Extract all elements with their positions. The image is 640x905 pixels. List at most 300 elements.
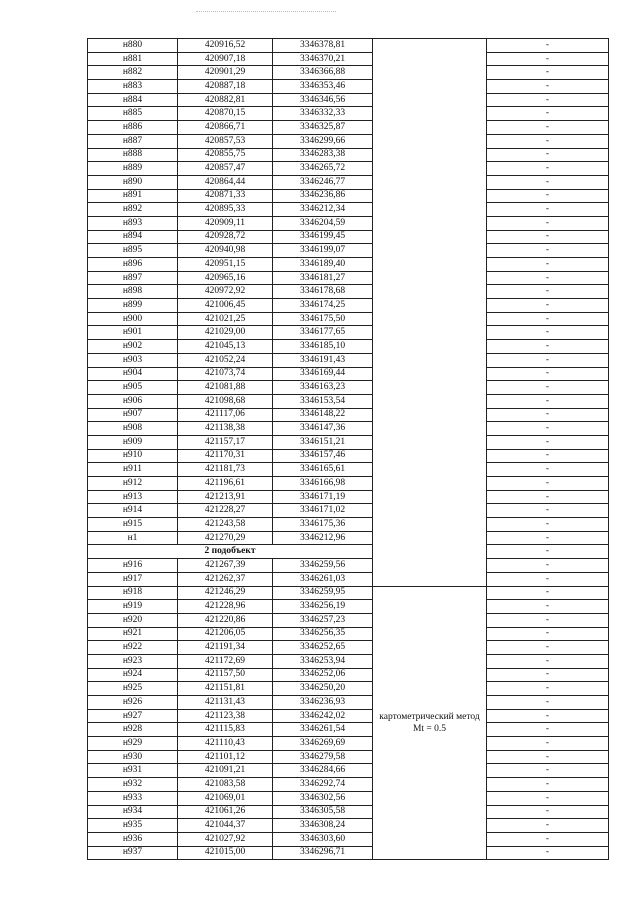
section-header: 2 подобъект (88, 545, 373, 559)
y-coordinate-cell: 3346296,71 (273, 846, 373, 860)
y-coordinate-cell: 3346212,34 (273, 203, 373, 217)
table-row (88, 435, 609, 449)
table-row (88, 381, 609, 395)
point-name-cell: н931 (88, 764, 178, 778)
x-coordinate-cell: 421138,38 (178, 422, 273, 436)
accuracy-dash-cell: - (487, 791, 609, 805)
table-row (88, 312, 609, 326)
x-coordinate-cell: 421029,00 (178, 326, 273, 340)
point-name-cell: н934 (88, 805, 178, 819)
y-coordinate-cell: 3346252,06 (273, 668, 373, 682)
accuracy-dash-cell: - (487, 189, 609, 203)
y-coordinate-cell: 3346257,23 (273, 613, 373, 627)
table-row (88, 121, 609, 135)
accuracy-dash-cell: - (487, 175, 609, 189)
x-coordinate-cell: 420871,33 (178, 189, 273, 203)
point-name-cell: н920 (88, 613, 178, 627)
point-name-cell: н895 (88, 244, 178, 258)
accuracy-dash-cell: - (487, 737, 609, 751)
x-coordinate-cell: 421098,68 (178, 394, 273, 408)
table-row (88, 66, 609, 80)
table-row (88, 340, 609, 354)
x-coordinate-cell: 420901,29 (178, 66, 273, 80)
table-row (88, 668, 609, 682)
point-name-cell: н910 (88, 449, 178, 463)
point-name-cell: н935 (88, 819, 178, 833)
table-row (88, 723, 609, 737)
table-row (88, 39, 609, 53)
table-row (88, 805, 609, 819)
point-name-cell: н891 (88, 189, 178, 203)
y-coordinate-cell: 3346199,45 (273, 230, 373, 244)
x-coordinate-cell: 421083,58 (178, 778, 273, 792)
y-coordinate-cell: 3346246,77 (273, 175, 373, 189)
scan-artifact-line (196, 11, 336, 12)
accuracy-dash-cell: - (487, 586, 609, 600)
point-name-cell: н913 (88, 490, 178, 504)
accuracy-dash-cell: - (487, 271, 609, 285)
table-row (88, 80, 609, 94)
point-name-cell: н881 (88, 52, 178, 66)
x-coordinate-cell: 420887,18 (178, 80, 273, 94)
table-row (88, 230, 609, 244)
accuracy-dash-cell: - (487, 312, 609, 326)
x-coordinate-cell: 421044,37 (178, 819, 273, 833)
x-coordinate-cell: 421021,25 (178, 312, 273, 326)
table-row (88, 203, 609, 217)
x-coordinate-cell: 420855,75 (178, 148, 273, 162)
point-name-cell: н896 (88, 258, 178, 272)
table-row (88, 778, 609, 792)
y-coordinate-cell: 3346299,66 (273, 134, 373, 148)
point-name-cell: н890 (88, 175, 178, 189)
accuracy-dash-cell: - (487, 285, 609, 299)
accuracy-dash-cell: - (487, 52, 609, 66)
point-name-cell: н900 (88, 312, 178, 326)
point-name-cell: н924 (88, 668, 178, 682)
accuracy-dash-cell: - (487, 682, 609, 696)
y-coordinate-cell: 3346279,58 (273, 750, 373, 764)
accuracy-dash-cell: - (487, 572, 609, 586)
y-coordinate-cell: 3346178,68 (273, 285, 373, 299)
accuracy-dash-cell: - (487, 162, 609, 176)
point-name-cell: н887 (88, 134, 178, 148)
x-coordinate-cell: 420857,53 (178, 134, 273, 148)
table-row (88, 572, 609, 586)
accuracy-dash-cell: - (487, 216, 609, 230)
point-name-cell: н889 (88, 162, 178, 176)
y-coordinate-cell: 3346204,59 (273, 216, 373, 230)
x-coordinate-cell: 421246,29 (178, 586, 273, 600)
table-row (88, 353, 609, 367)
point-name-cell: н893 (88, 216, 178, 230)
y-coordinate-cell: 3346177,65 (273, 326, 373, 340)
accuracy-dash-cell: - (487, 654, 609, 668)
x-coordinate-cell: 420882,81 (178, 93, 273, 107)
point-name-cell: н917 (88, 572, 178, 586)
x-coordinate-cell: 421131,43 (178, 696, 273, 710)
x-coordinate-cell: 421243,58 (178, 518, 273, 532)
y-coordinate-cell: 3346171,02 (273, 504, 373, 518)
y-coordinate-cell: 3346366,88 (273, 66, 373, 80)
x-coordinate-cell: 421191,34 (178, 641, 273, 655)
y-coordinate-cell: 3346261,54 (273, 723, 373, 737)
accuracy-dash-cell: - (487, 846, 609, 860)
table-row (88, 737, 609, 751)
x-coordinate-cell: 421267,39 (178, 559, 273, 573)
method-cell-top (373, 39, 487, 587)
point-name-cell: н898 (88, 285, 178, 299)
point-name-cell: н928 (88, 723, 178, 737)
y-coordinate-cell: 3346370,21 (273, 52, 373, 66)
y-coordinate-cell: 3346169,44 (273, 367, 373, 381)
table-row (88, 791, 609, 805)
accuracy-dash-cell: - (487, 80, 609, 94)
x-coordinate-cell: 421206,05 (178, 627, 273, 641)
y-coordinate-cell: 3346332,33 (273, 107, 373, 121)
table-row (88, 832, 609, 846)
table-row (88, 175, 609, 189)
point-name-cell: н921 (88, 627, 178, 641)
point-name-cell: н885 (88, 107, 178, 121)
x-coordinate-cell: 421069,01 (178, 791, 273, 805)
table-row (88, 846, 609, 860)
table-row (88, 408, 609, 422)
x-coordinate-cell: 420866,71 (178, 121, 273, 135)
point-name-cell: н892 (88, 203, 178, 217)
y-coordinate-cell: 3346261,03 (273, 572, 373, 586)
x-coordinate-cell: 421172,69 (178, 654, 273, 668)
accuracy-dash-cell: - (487, 477, 609, 491)
x-coordinate-cell: 420916,52 (178, 39, 273, 53)
accuracy-dash-cell: - (487, 244, 609, 258)
y-coordinate-cell: 3346256,35 (273, 627, 373, 641)
accuracy-dash-cell: - (487, 531, 609, 545)
table-row (88, 244, 609, 258)
table-row (88, 696, 609, 710)
y-coordinate-cell: 3346252,65 (273, 641, 373, 655)
accuracy-dash-cell: - (487, 696, 609, 710)
y-coordinate-cell: 3346259,56 (273, 559, 373, 573)
y-coordinate-cell: 3346308,24 (273, 819, 373, 833)
x-coordinate-cell: 421015,00 (178, 846, 273, 860)
table-row (88, 559, 609, 573)
x-coordinate-cell: 420864,44 (178, 175, 273, 189)
y-coordinate-cell: 3346185,10 (273, 340, 373, 354)
method-description: картометрический метод Mt = 0.5 (373, 586, 487, 860)
y-coordinate-cell: 3346242,02 (273, 709, 373, 723)
point-name-cell: н882 (88, 66, 178, 80)
accuracy-dash-cell: - (487, 463, 609, 477)
y-coordinate-cell: 3346292,74 (273, 778, 373, 792)
x-coordinate-cell: 421061,26 (178, 805, 273, 819)
table-row (88, 422, 609, 436)
point-name-cell: н916 (88, 559, 178, 573)
x-coordinate-cell: 421045,13 (178, 340, 273, 354)
y-coordinate-cell: 3346236,86 (273, 189, 373, 203)
x-coordinate-cell: 421101,12 (178, 750, 273, 764)
accuracy-dash-cell: - (487, 627, 609, 641)
point-name-cell: н923 (88, 654, 178, 668)
table-row (88, 518, 609, 532)
point-name-cell: н880 (88, 39, 178, 53)
point-name-cell: н884 (88, 93, 178, 107)
point-name-cell: н907 (88, 408, 178, 422)
point-name-cell: н919 (88, 600, 178, 614)
point-name-cell: н922 (88, 641, 178, 655)
accuracy-dash-cell: - (487, 93, 609, 107)
y-coordinate-cell: 3346265,72 (273, 162, 373, 176)
y-coordinate-cell: 3346212,96 (273, 531, 373, 545)
accuracy-dash-cell: - (487, 340, 609, 354)
point-name-cell: н911 (88, 463, 178, 477)
point-name-cell: н904 (88, 367, 178, 381)
point-name-cell: н914 (88, 504, 178, 518)
y-coordinate-cell: 3346174,25 (273, 299, 373, 313)
x-coordinate-cell: 420940,98 (178, 244, 273, 258)
table-row (88, 709, 609, 723)
accuracy-dash-cell: - (487, 449, 609, 463)
x-coordinate-cell: 420909,11 (178, 216, 273, 230)
y-coordinate-cell: 3346189,40 (273, 258, 373, 272)
accuracy-dash-cell: - (487, 490, 609, 504)
coordinates-table-body (88, 39, 609, 860)
point-name-cell: н883 (88, 80, 178, 94)
point-name-cell: н927 (88, 709, 178, 723)
x-coordinate-cell: 421196,61 (178, 477, 273, 491)
table-row (88, 367, 609, 381)
table-row (88, 627, 609, 641)
x-coordinate-cell: 420928,72 (178, 230, 273, 244)
table-row (88, 271, 609, 285)
y-coordinate-cell: 3346346,56 (273, 93, 373, 107)
accuracy-dash-cell: - (487, 723, 609, 737)
accuracy-dash-cell: - (487, 353, 609, 367)
table-row (88, 107, 609, 121)
y-coordinate-cell: 3346165,61 (273, 463, 373, 477)
accuracy-dash-cell: - (487, 641, 609, 655)
point-name-cell: н936 (88, 832, 178, 846)
accuracy-dash-cell: - (487, 66, 609, 80)
table-row (88, 600, 609, 614)
point-name-cell: н926 (88, 696, 178, 710)
accuracy-dash-cell: - (487, 613, 609, 627)
table-row (88, 463, 609, 477)
y-coordinate-cell: 3346191,43 (273, 353, 373, 367)
x-coordinate-cell: 421170,31 (178, 449, 273, 463)
table-row (88, 641, 609, 655)
y-coordinate-cell: 3346303,60 (273, 832, 373, 846)
x-coordinate-cell: 421115,83 (178, 723, 273, 737)
accuracy-dash-cell: - (487, 668, 609, 682)
x-coordinate-cell: 421081,88 (178, 381, 273, 395)
section-header-row (88, 545, 609, 559)
table-row (88, 531, 609, 545)
x-coordinate-cell: 421091,21 (178, 764, 273, 778)
y-coordinate-cell: 3346353,46 (273, 80, 373, 94)
point-name-cell: н932 (88, 778, 178, 792)
accuracy-dash-cell: - (487, 832, 609, 846)
accuracy-dash-cell: - (487, 559, 609, 573)
x-coordinate-cell: 421151,81 (178, 682, 273, 696)
y-coordinate-cell: 3346151,21 (273, 435, 373, 449)
table-row (88, 258, 609, 272)
point-name-cell: н937 (88, 846, 178, 860)
y-coordinate-cell: 3346256,19 (273, 600, 373, 614)
accuracy-dash-cell: - (487, 258, 609, 272)
accuracy-dash-cell: - (487, 778, 609, 792)
y-coordinate-cell: 3346283,38 (273, 148, 373, 162)
accuracy-dash-cell: - (487, 394, 609, 408)
accuracy-dash-cell: - (487, 504, 609, 518)
x-coordinate-cell: 421117,06 (178, 408, 273, 422)
point-name-cell: н915 (88, 518, 178, 532)
point-name-cell: н901 (88, 326, 178, 340)
point-name-cell: н905 (88, 381, 178, 395)
table-row (88, 490, 609, 504)
x-coordinate-cell: 420857,47 (178, 162, 273, 176)
table-row (88, 299, 609, 313)
accuracy-dash-cell: - (487, 422, 609, 436)
y-coordinate-cell: 3346302,56 (273, 791, 373, 805)
accuracy-dash-cell: - (487, 805, 609, 819)
y-coordinate-cell: 3346325,87 (273, 121, 373, 135)
accuracy-dash-cell: - (487, 299, 609, 313)
table-row (88, 682, 609, 696)
accuracy-dash-cell: - (487, 203, 609, 217)
y-coordinate-cell: 3346284,66 (273, 764, 373, 778)
table-row (88, 326, 609, 340)
table-row (88, 449, 609, 463)
x-coordinate-cell: 421181,73 (178, 463, 273, 477)
point-name-cell: н918 (88, 586, 178, 600)
accuracy-dash-cell: - (487, 545, 609, 559)
y-coordinate-cell: 3346175,50 (273, 312, 373, 326)
accuracy-dash-cell: - (487, 148, 609, 162)
accuracy-dash-cell: - (487, 764, 609, 778)
table-row (88, 189, 609, 203)
y-coordinate-cell: 3346253,94 (273, 654, 373, 668)
y-coordinate-cell: 3346305,58 (273, 805, 373, 819)
table-row (88, 654, 609, 668)
y-coordinate-cell: 3346147,36 (273, 422, 373, 436)
y-coordinate-cell: 3346157,46 (273, 449, 373, 463)
x-coordinate-cell: 421157,50 (178, 668, 273, 682)
table-row (88, 162, 609, 176)
y-coordinate-cell: 3346250,20 (273, 682, 373, 696)
accuracy-dash-cell: - (487, 600, 609, 614)
point-name-cell: н1 (88, 531, 178, 545)
y-coordinate-cell: 3346181,27 (273, 271, 373, 285)
x-coordinate-cell: 421157,17 (178, 435, 273, 449)
accuracy-dash-cell: - (487, 326, 609, 340)
accuracy-dash-cell: - (487, 367, 609, 381)
point-name-cell: н899 (88, 299, 178, 313)
table-row (88, 134, 609, 148)
y-coordinate-cell: 3346269,69 (273, 737, 373, 751)
y-coordinate-cell: 3346148,22 (273, 408, 373, 422)
point-name-cell: н888 (88, 148, 178, 162)
x-coordinate-cell: 421052,24 (178, 353, 273, 367)
y-coordinate-cell: 3346236,93 (273, 696, 373, 710)
accuracy-dash-cell: - (487, 381, 609, 395)
point-name-cell: н897 (88, 271, 178, 285)
table-row (88, 750, 609, 764)
x-coordinate-cell: 421228,27 (178, 504, 273, 518)
table-row (88, 613, 609, 627)
point-name-cell: н933 (88, 791, 178, 805)
y-coordinate-cell: 3346171,19 (273, 490, 373, 504)
table-row (88, 819, 609, 833)
x-coordinate-cell: 420951,15 (178, 258, 273, 272)
point-name-cell: н886 (88, 121, 178, 135)
point-name-cell: н929 (88, 737, 178, 751)
accuracy-dash-cell: - (487, 750, 609, 764)
point-name-cell: н925 (88, 682, 178, 696)
table-row (88, 586, 609, 600)
table-row (88, 764, 609, 778)
point-name-cell: н903 (88, 353, 178, 367)
table-row (88, 504, 609, 518)
table-row (88, 394, 609, 408)
point-name-cell: н906 (88, 394, 178, 408)
accuracy-dash-cell: - (487, 435, 609, 449)
y-coordinate-cell: 3346166,98 (273, 477, 373, 491)
y-coordinate-cell: 3346175,36 (273, 518, 373, 532)
x-coordinate-cell: 421073,74 (178, 367, 273, 381)
point-name-cell: н894 (88, 230, 178, 244)
accuracy-dash-cell: - (487, 819, 609, 833)
x-coordinate-cell: 420870,15 (178, 107, 273, 121)
x-coordinate-cell: 421027,92 (178, 832, 273, 846)
accuracy-dash-cell: - (487, 518, 609, 532)
y-coordinate-cell: 3346199,07 (273, 244, 373, 258)
x-coordinate-cell: 420907,18 (178, 52, 273, 66)
x-coordinate-cell: 420972,92 (178, 285, 273, 299)
x-coordinate-cell: 421228,96 (178, 600, 273, 614)
y-coordinate-cell: 3346163,23 (273, 381, 373, 395)
table-row (88, 477, 609, 491)
x-coordinate-cell: 420965,16 (178, 271, 273, 285)
coordinates-table (87, 38, 609, 860)
x-coordinate-cell: 421110,43 (178, 737, 273, 751)
y-coordinate-cell: 3346153,54 (273, 394, 373, 408)
point-name-cell: н909 (88, 435, 178, 449)
x-coordinate-cell: 420895,33 (178, 203, 273, 217)
accuracy-dash-cell: - (487, 709, 609, 723)
accuracy-dash-cell: - (487, 134, 609, 148)
point-name-cell: н902 (88, 340, 178, 354)
point-name-cell: н930 (88, 750, 178, 764)
table-row (88, 216, 609, 230)
table-row (88, 52, 609, 66)
accuracy-dash-cell: - (487, 107, 609, 121)
accuracy-dash-cell: - (487, 230, 609, 244)
x-coordinate-cell: 421270,29 (178, 531, 273, 545)
point-name-cell: н908 (88, 422, 178, 436)
accuracy-dash-cell: - (487, 121, 609, 135)
point-name-cell: н912 (88, 477, 178, 491)
accuracy-dash-cell: - (487, 408, 609, 422)
table-row (88, 148, 609, 162)
x-coordinate-cell: 421213,91 (178, 490, 273, 504)
x-coordinate-cell: 421123,38 (178, 709, 273, 723)
y-coordinate-cell: 3346259,95 (273, 586, 373, 600)
y-coordinate-cell: 3346378,81 (273, 39, 373, 53)
x-coordinate-cell: 421220,86 (178, 613, 273, 627)
accuracy-dash-cell: - (487, 39, 609, 53)
x-coordinate-cell: 421262,37 (178, 572, 273, 586)
